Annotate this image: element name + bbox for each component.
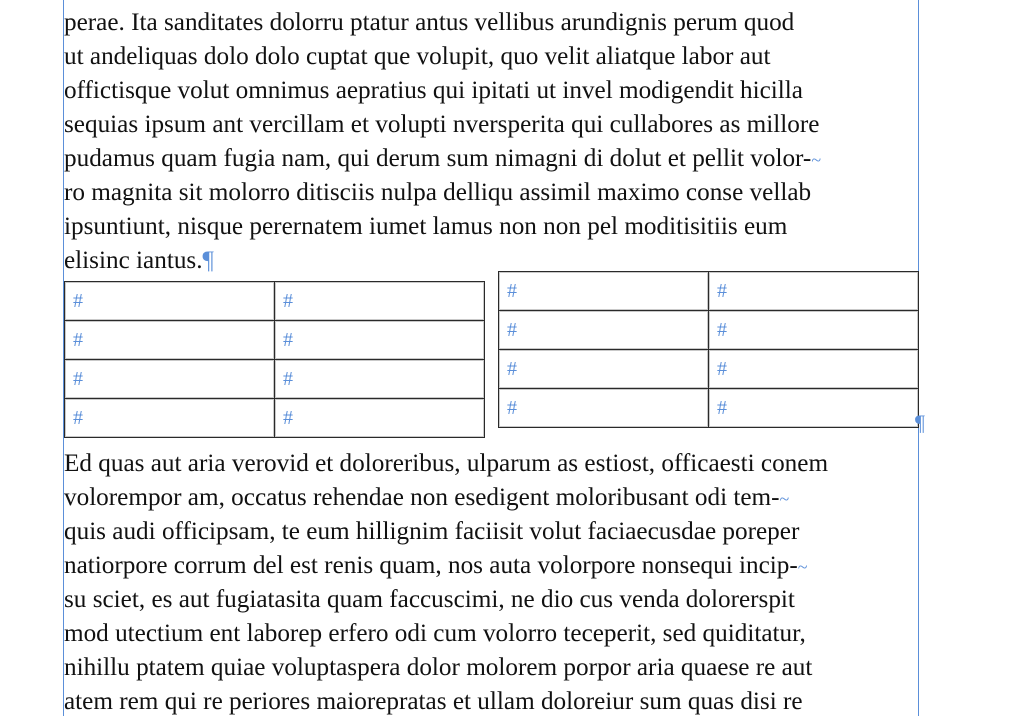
pilcrow-mark: ¶ [915,410,925,435]
text-line: perae. Ita sanditates dolorru ptatur antus vellibus arundignis perum quod [64,9,795,36]
table-cell[interactable]: # [65,321,275,360]
table-row [499,350,919,389]
table-cell[interactable]: # [499,350,709,389]
table-cell[interactable]: # [499,311,709,350]
table-cell[interactable]: # [709,311,919,350]
text-line: ipsuntiunt, nisque perernatem iumet lamus non non pel moditisitiis eum [64,213,788,240]
table-row [499,272,919,311]
text-line: mod utectium ent laborep erfero odi cum volorro teceperit, sed quiditatur, [64,620,806,647]
table-row [65,282,485,321]
text-line: sequias ipsum ant vercillam et volupti nversperita qui cullabores as millore [64,111,820,138]
text-line: ro magnita sit molorro ditisciis nulpa delliqu assimil maximo conse vellab [64,179,812,206]
text-line: nihillu ptatem quiae voluptaspera dolor molorem porpor aria quaese re aut [64,654,813,681]
table-cell[interactable]: # [275,321,485,360]
text-line: ut andeliquas dolo dolo cuptat que volupit, quo velit aliatque labor aut [64,43,771,70]
table-cell[interactable]: # [65,360,275,399]
table-row [65,321,485,360]
paragraph-top[interactable] [64,6,924,278]
text-run: volorempor am, occatus rehendae non esedigent moloribusant odi tem- [64,484,780,511]
paragraph-bottom[interactable] [64,447,924,716]
pilcrow-mark: ¶ [202,247,214,274]
text-line: Ed quas aut aria verovid et doloreribus, ulparum as estiost, officaesti conem [64,450,829,477]
text-line [64,549,924,583]
table-left[interactable] [64,281,485,438]
discretionary-hyphen-mark: ~ [797,557,808,577]
table-row [499,389,919,428]
table-cell[interactable]: # [65,282,275,321]
text-run: elisinc iantus. [64,247,203,274]
text-line: offictisque volut omnimus aepratius qui ipitati ut invel modigendit hicilla [64,77,803,104]
table-cell[interactable]: # [275,360,485,399]
text-line [64,481,924,515]
discretionary-hyphen-mark: ~ [811,150,822,170]
discretionary-hyphen-mark: ~ [779,489,790,509]
text-line: quis audi officipsam, te eum hillignim faciisit volut faciaecusdae poreper [64,518,800,545]
table-row [499,311,919,350]
table-cell[interactable]: # [275,399,485,438]
text-line [64,142,924,176]
table-cell[interactable]: # [709,272,919,311]
table-cell[interactable]: # [709,389,919,428]
table-cell[interactable]: # [275,282,485,321]
table-cell[interactable]: # [65,399,275,438]
table-row [65,399,485,438]
table-row [65,360,485,399]
text-run: pudamus quam fugia nam, qui derum sum nimagni di dolut et pellit volor- [64,145,812,172]
table-cell[interactable]: # [499,272,709,311]
table-right[interactable] [498,271,919,428]
text-line: atem rem qui re periores maiorepratas et ullam doloreiur sum quas disi re [64,688,803,715]
text-line: su sciet, es aut fugiatasita quam faccuscimi, ne dio cus venda dolorerspit [64,586,795,613]
text-run: natiorpore corrum del est renis quam, nos auta volorpore nonsequi incip- [64,552,798,579]
table-cell[interactable]: # [709,350,919,389]
table-cell[interactable]: # [499,389,709,428]
